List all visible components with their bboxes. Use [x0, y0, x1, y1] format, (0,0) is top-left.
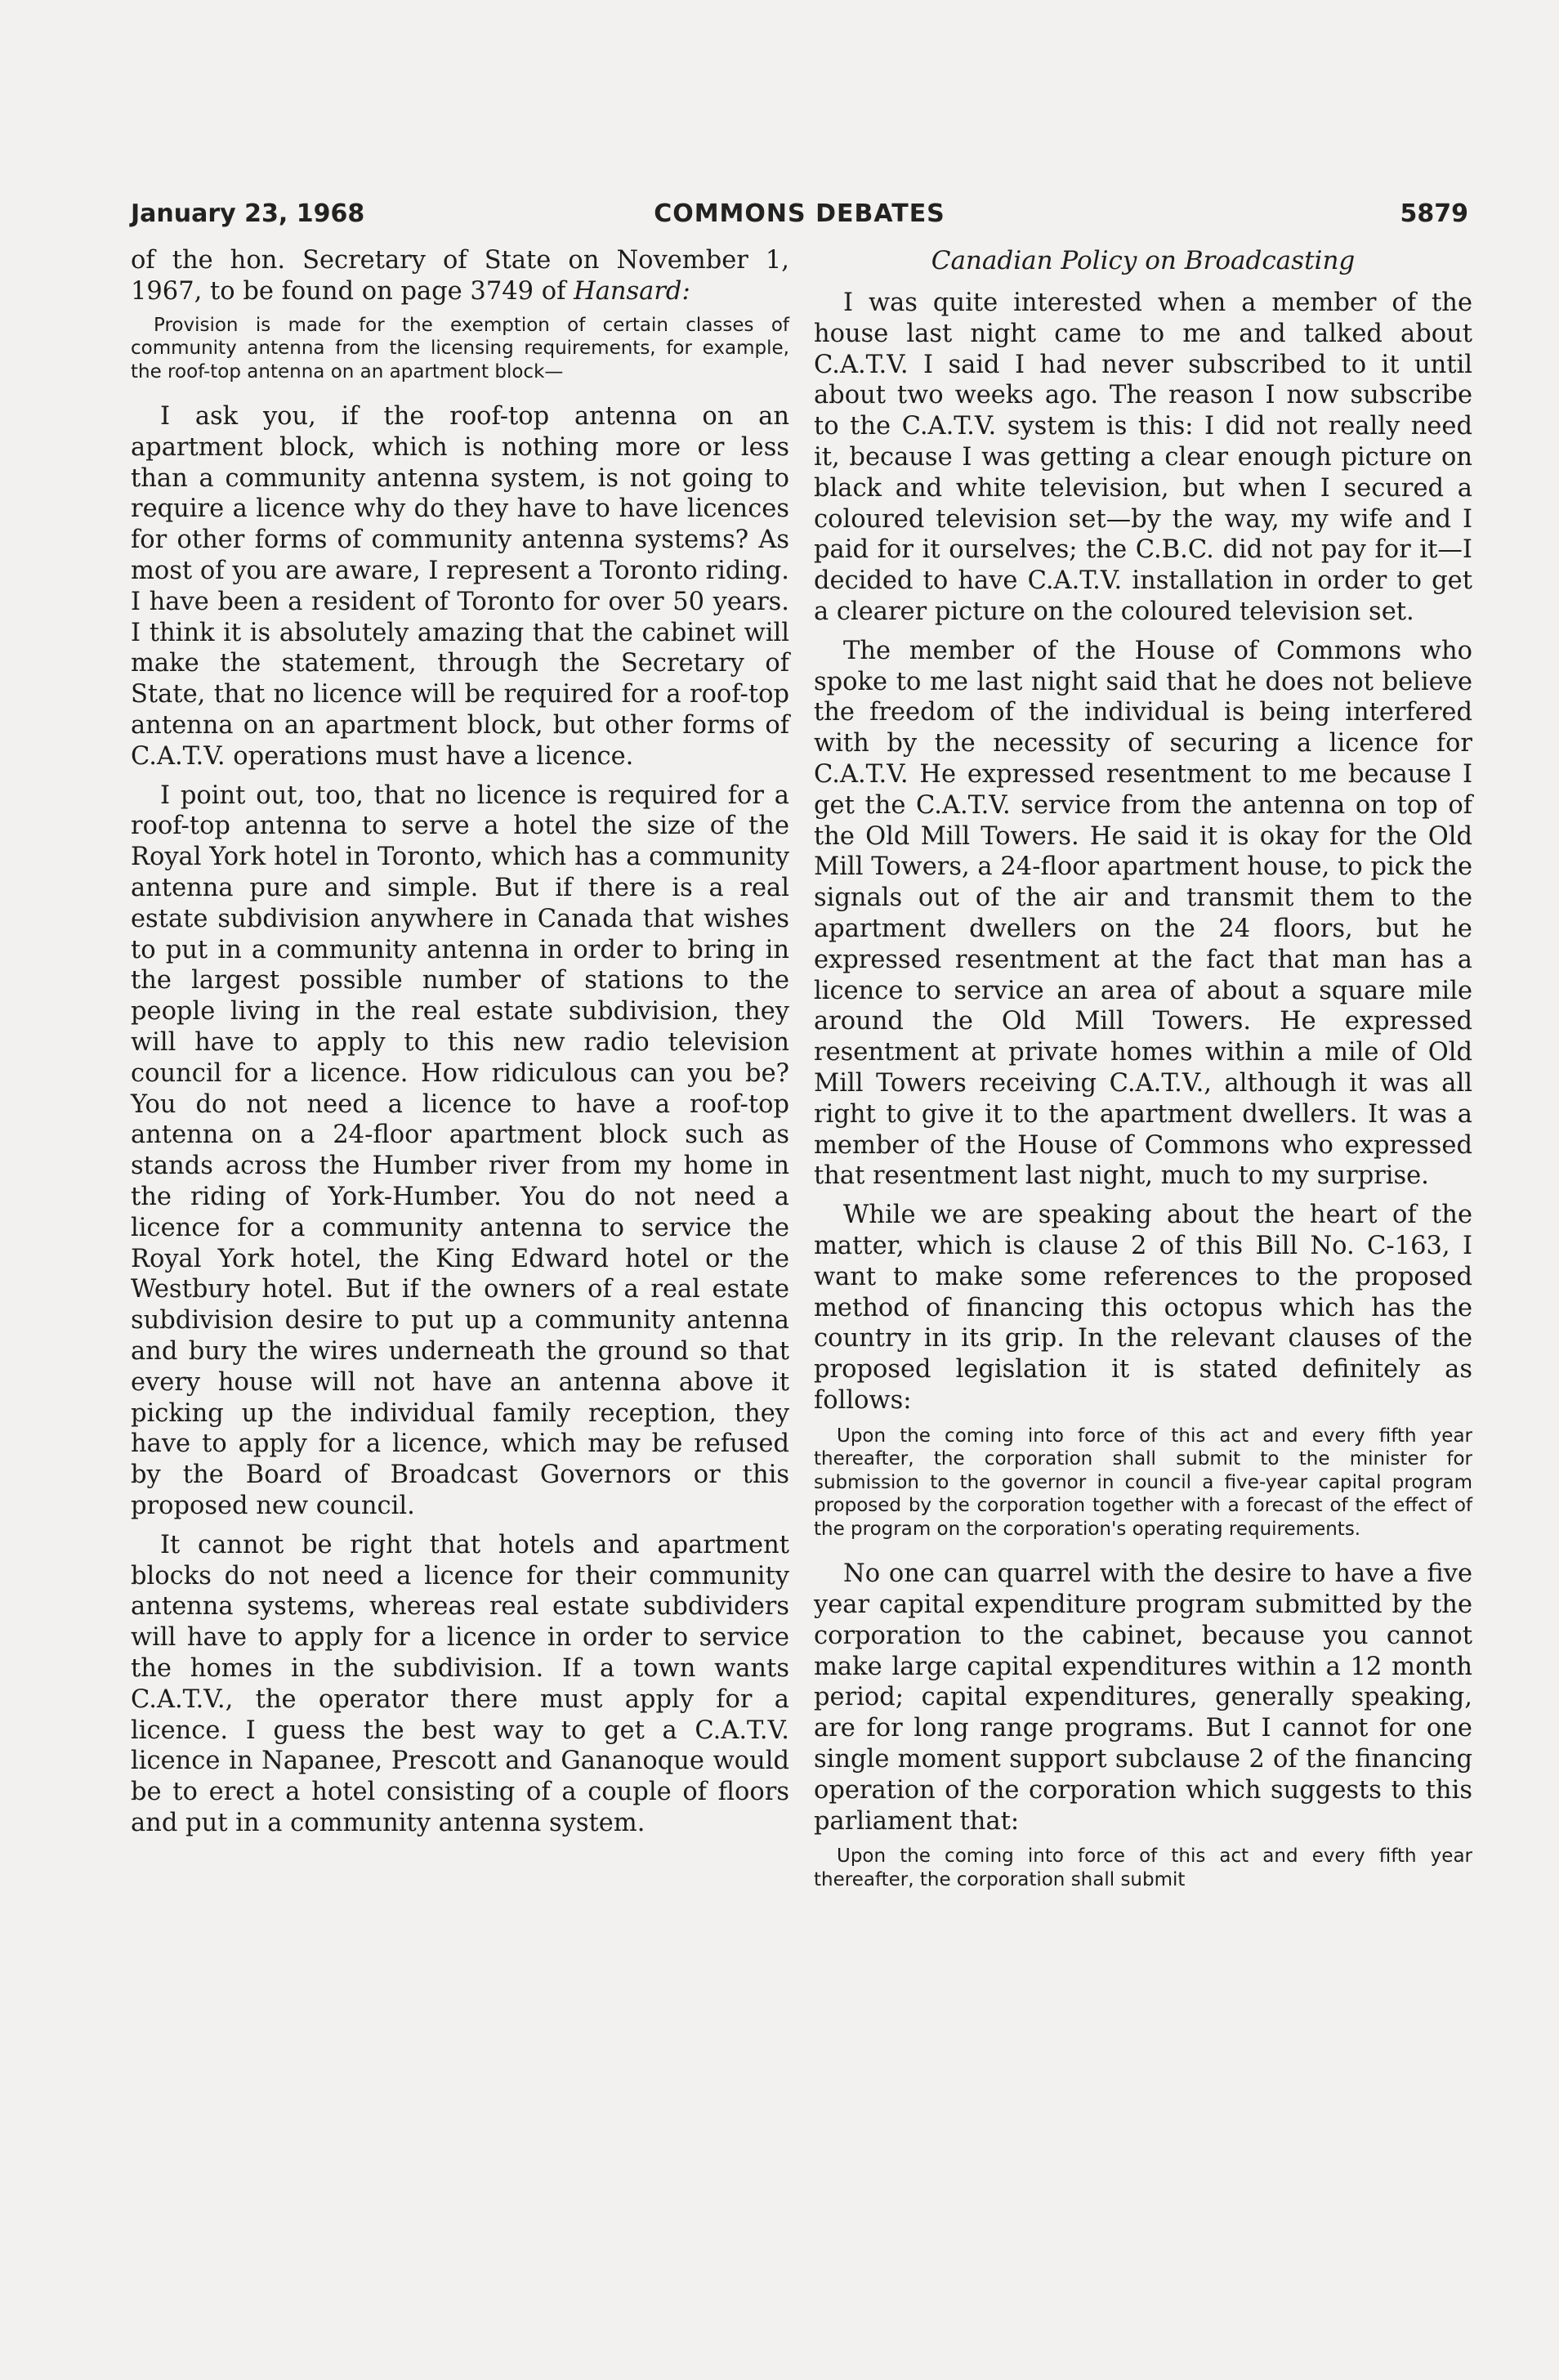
hansard-reference: Hansard:	[574, 276, 690, 306]
right-paragraph-1: I was quite interested when a member of the house last night came to me and talked about C.A.T.V. I said I had never subscribed to it until about two weeks ago. The reason I now subscribe to the C.A.T.V. system is this: I did not really need it, because I was getting a clear enough picture on black and white television, but when I secured a coloured television set—by the way, my wife and I paid for it ourselves; the C.B.C. did not pay for it—I decided to have C.A.T.V. installation in order to get a clearer picture on the coloured television set.	[814, 289, 1472, 626]
right-paragraph-3: While we are speaking about the heart of the matter, which is clause 2 of this Bill No. C-163, I want to make some references to the proposed method of financing this octopus which has the country in its grip. In the relevant clauses of the proposed legislation it is stated definitely as follows:	[814, 1201, 1472, 1415]
right-quote-1: Upon the coming into force of this act and every fifth year thereafter, the corporation shall submit to the minister for submission to the governor in council a five-year capital program proposed by the corporation together with a forecast of the effect of the program on the corporation's operating requirements.	[814, 1425, 1472, 1540]
left-paragraph-2: I ask you, if the roof-top antenna on an apartment block, which is nothing more or less than a community antenna system, is not going to require a licence why do they have to have licences for other forms of community antenna systems? As most of you are aware, I represent a Toronto riding. I have been a resident of Toronto for over 50 years. I think it is absolutely amazing that the cabinet will make the statement, through the Secretary of State, that no licence will be required for a roof-top antenna on an apartment block, but other forms of C.A.T.V. operations must have a licence.	[131, 402, 789, 771]
right-paragraph-2: The member of the House of Commons who spoke to me last night said that he does not believe the freedom of the individual is being interfered with by the necessity of securing a licence for C.A.T.V. He expressed resentment to me because I get the C.A.T.V. service from the antenna on top of the Old Mill Towers. He said it is okay for the Old Mill Towers, a 24-floor apartment house, to pick the signals out of the air and transmit them to the apartment dwellers on the 24 floors, but he expressed resentment at the fact that man has a licence to service an area of about a square mile around the Old Mill Towers. He expressed resentment at private homes within a mile of Old Mill Towers receiving C.A.T.V., although it was all right to give it to the apartment dwellers. It was a member of the House of Commons who expressed that resentment last night, much to my surprise.	[814, 636, 1472, 1191]
header-page-number: 5879	[1400, 199, 1468, 228]
left-column	[131, 245, 789, 2141]
page-header	[131, 199, 1468, 240]
left-paragraph-1	[131, 245, 789, 307]
section-subheading: Canadian Policy on Broadcasting	[931, 246, 1356, 275]
right-quote-2: Upon the coming into force of this act and every fifth year thereafter, the corporation shall submit	[814, 1845, 1472, 1890]
header-title: COMMONS DEBATES	[654, 199, 945, 228]
header-date: January 23, 1968	[131, 199, 365, 228]
left-paragraph-3: I point out, too, that no licence is required for a roof-top antenna to serve a hotel the size of the Royal York hotel in Toronto, which has a community antenna pure and simple. But if there is a real estate subdivision anywhere in Canada that wishes to put in a community antenna in order to bring in the largest possible number of stations to the people living in the real estate subdivision, they will have to apply to this new radio television council for a licence. How ridiculous can you be? You do not need a licence to have a roof-top antenna on a 24-floor apartment block such as stands across the Humber river from my home in the riding of York-Humber. You do not need a licence for a community antenna to service the Royal York hotel, the King Edward hotel or the Westbury hotel. But if the owners of a real estate subdivision desire to put up a community antenna and bury the wires underneath the ground so that every house will not have an antenna above it picking up the individual family reception, they have to apply for a licence, which may be refused by the Board of Broadcast Governors or this proposed new council.	[131, 781, 789, 1520]
left-quote-1: Provision is made for the exemption of certain classes of community antenna from the licensing requirements, for example, the roof-top antenna on an apartment block—	[131, 314, 789, 382]
left-paragraph-4: It cannot be right that hotels and apartment blocks do not need a licence for their community antenna systems, whereas real estate subdividers will have to apply for a licence in order to service the homes in the subdivision. If a town wants C.A.T.V., the operator there must apply for a licence. I guess the best way to get a C.A.T.V. licence in Napanee, Prescott and Gananoque would be to erect a hotel consisting of a couple of floors and put in a community antenna system.	[131, 1530, 789, 1837]
right-paragraph-4: No one can quarrel with the desire to have a five year capital expenditure program submitted by the corporation to the cabinet, because you cannot make large capital expenditures within a 12 month period; capital expenditures, generally speaking, are for long range programs. But I cannot for one single moment support subclause 2 of the financing operation of the corporation which suggests to this parliament that:	[814, 1559, 1472, 1836]
left-paragraph-1-text: of the hon. Secretary of State on November 1, 1967, to be found on page 3749 of	[131, 246, 789, 306]
right-column	[814, 245, 1472, 2141]
